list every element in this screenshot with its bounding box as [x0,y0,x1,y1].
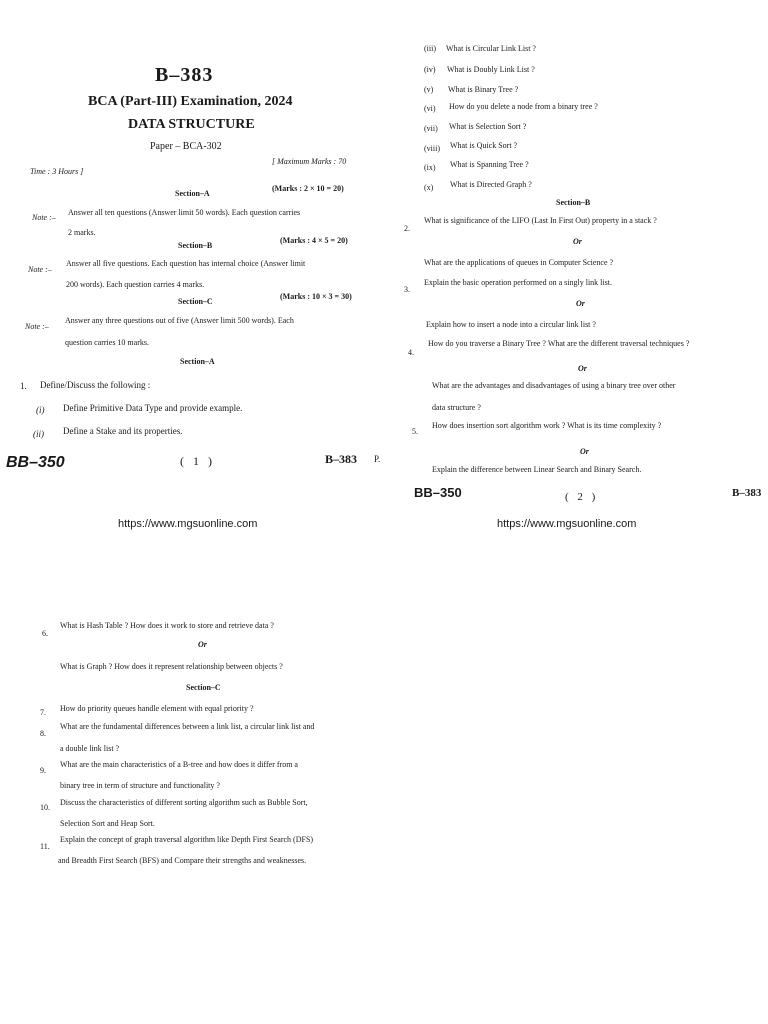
subject-title: DATA STRUCTURE [128,117,255,132]
q4-alt-cont: data structure ? [432,403,481,412]
q1-iv-number: (iv) [424,65,436,74]
note-b-cont: 200 words). Each question carries 4 marks. [66,280,205,289]
note-b-label: Note :– [28,265,52,274]
section-b-heading: Section–B [556,198,591,207]
note-c-cont: question carries 10 marks. [65,338,149,347]
q1-ix-text: What is Spanning Tree ? [450,160,529,169]
q11-cont: and Breadth First Search (BFS) and Compare their strengths and weaknesses. [58,856,307,865]
q1-number: 1. [20,381,27,391]
q4-or: Or [578,364,587,373]
q1-ii-number: (ii) [33,429,44,439]
note-c: Answer any three questions out of five (Answer limit 500 words). Each [65,316,294,325]
q1-iv-text: What is Doubly Link List ? [447,65,535,74]
max-marks: [ Maximum Marks : 70 [272,157,347,166]
q1-vii-number: (vii) [424,124,438,133]
note-b: Answer all five questions. Each question has internal choice (Answer limit [66,259,306,268]
q1-viii-text: What is Quick Sort ? [450,141,518,150]
q3-text: Explain the basic operation performed on a singly link list. [424,278,612,287]
q4-alt-text: What are the advantages and disadvantages of using a binary tree over other [432,381,676,390]
paper-code: B–383 [155,64,214,86]
q6-or: Or [198,640,207,649]
q1-vi-number: (vi) [424,104,436,113]
page2-footer-code: BB–350 [414,485,462,500]
q3-alt-text: Explain how to insert a node into a circular link list ? [426,320,596,329]
q11-number: 11. [40,842,50,851]
q4-text: How do you traverse a Binary Tree ? What are the different traversal techniques ? [428,339,690,348]
q2-alt-text: What are the applications of queues in Computer Science ? [424,258,614,267]
note-c-label: Note :– [25,322,49,331]
q8-number: 8. [40,729,46,738]
section-a-marks: (Marks : 2 × 10 = 20) [272,184,344,193]
section-c-label: Section–C [178,297,213,306]
q2-number: 2. [404,224,410,233]
q10-cont: Selection Sort and Heap Sort. [60,819,155,828]
q5-alt-text: Explain the difference between Linear Search and Binary Search. [432,465,642,474]
q1-vii-text: What is Selection Sort ? [449,122,527,131]
paper-number: Paper – BCA-302 [150,141,222,152]
q4-number: 4. [408,348,414,357]
q5-number: 5. [412,427,418,436]
section-b-label: Section–B [178,241,213,250]
section-a-heading: Section–A [180,357,215,366]
q1-i-text: Define Primitive Data Type and provide example. [63,403,243,413]
q10-text: Discuss the characteristics of different sorting algorithm such as Bubble Sort, [60,798,308,807]
q1-x-text: What is Directed Graph ? [450,180,532,189]
q7-text: How do priority queues handle element with equal priority ? [60,704,254,713]
q5-text: How does insertion sort algorithm work ? What is its time complexity ? [432,421,662,430]
q9-text: What are the main characteristics of a B-tree and how does it differ from a [60,760,298,769]
q3-or: Or [576,299,585,308]
q1-iii-number: (iii) [424,44,436,53]
q6-text: What is Hash Table ? How does it work to store and retrieve data ? [60,621,274,630]
q1-viii-number: (viii) [424,144,440,153]
page1-page-number: ( 1 ) [180,454,212,468]
section-a-label: Section–A [175,189,210,198]
note-a-cont: 2 marks. [68,228,96,237]
q8-text: What are the fundamental differences between a link list, a circular link list and [60,722,315,731]
section-b-marks: (Marks : 4 × 5 = 20) [280,236,348,245]
q1-v-text: What is Binary Tree ? [448,85,519,94]
note-a: Answer all ten questions (Answer limit 50 words). Each question carries [68,208,301,217]
q1-v-number: (v) [424,85,434,94]
section-c-marks: (Marks : 10 × 3 = 30) [280,292,352,301]
q9-cont: binary tree in term of structure and functionality ? [60,781,220,790]
page2-page-number: ( 2 ) [565,491,596,503]
q2-or: Or [573,237,582,246]
page2-footer-paper: B–383 [732,487,762,499]
q5-or: Or [580,447,589,456]
q10-number: 10. [40,803,50,812]
section-c-heading: Section–C [186,683,221,692]
page1-footer-code: BB–350 [6,454,65,471]
q1-x-number: (x) [424,183,434,192]
q1-text: Define/Discuss the following : [40,380,151,390]
q3-number: 3. [404,285,410,294]
q1-i-number: (i) [36,405,45,415]
q2-text: What is significance of the LIFO (Last In First Out) property in a stack ? [424,216,657,225]
q1-vi-text: How do you delete a node from a binary tree ? [449,102,598,111]
q1-iii-text: What is Circular Link List ? [446,44,536,53]
page1-footer-pto: P. [374,454,381,464]
page2-url[interactable]: https://www.mgsuonline.com [497,518,637,530]
q6-alt-text: What is Graph ? How does it represent relationship between objects ? [60,662,283,671]
q9-number: 9. [40,766,46,775]
time-limit: Time : 3 Hours ] [30,167,84,176]
note-a-label: Note :– [32,213,56,222]
q6-number: 6. [42,629,48,638]
q7-number: 7. [40,708,46,717]
q8-cont: a double link list ? [60,744,120,753]
q1-ii-text: Define a Stake and its properties. [63,426,183,436]
q11-text: Explain the concept of graph traversal algorithm like Depth First Search (DFS) [60,835,314,844]
exam-title: BCA (Part-III) Examination, 2024 [88,94,293,109]
page1-footer-paper: B–383 [325,452,358,466]
page1-url[interactable]: https://www.mgsuonline.com [118,518,258,530]
q1-ix-number: (ix) [424,163,436,172]
